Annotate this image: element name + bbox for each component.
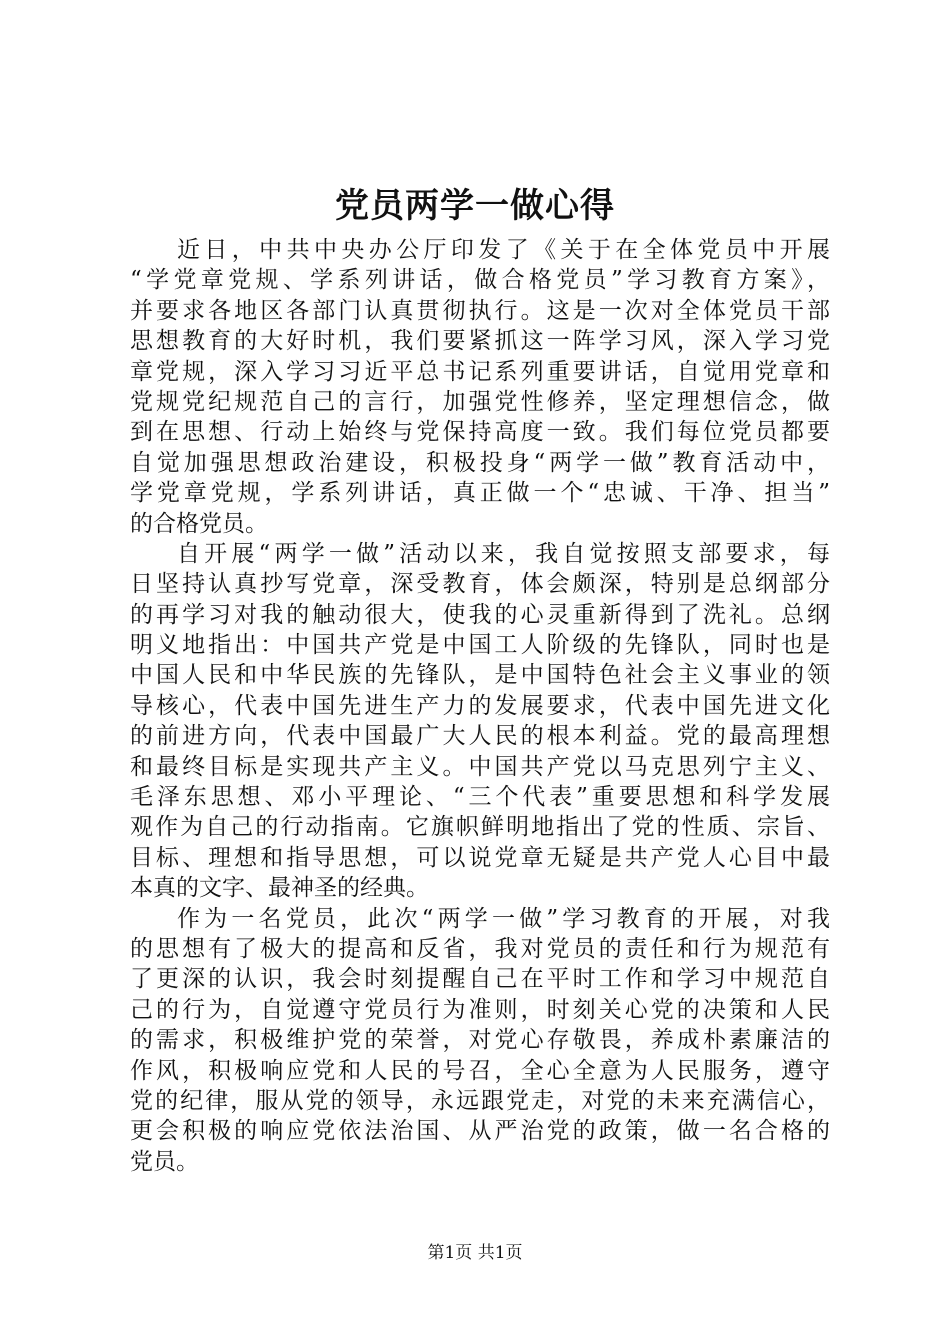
text-line: 观作为自己的行动指南。它旗帜鲜明地指出了党的性质、宗旨、: [130, 814, 830, 841]
text-line: 的前进方向，代表中国最广大人民的根本利益。党的最高理想: [130, 723, 830, 750]
text-line: 到在思想、行动上始终与党保持高度一致。我们每位党员都要: [130, 419, 830, 446]
text-line: 明义地指出：中国共产党是中国工人阶级的先锋队，同时也是: [130, 632, 830, 659]
text-line: “学党章党规、学系列讲话，做合格党员”学习教育方案》，: [130, 267, 830, 294]
text-line: 作为一名党员，此次“两学一做”学习教育的开展，对我: [177, 905, 830, 932]
text-line: 导核心，代表中国先进生产力的发展要求，代表中国先进文化: [130, 692, 830, 719]
text-line: 目标、理想和指导思想，可以说党章无疑是共产党人心目中最: [130, 844, 830, 871]
paragraph-1: [130, 235, 830, 539]
text-line: 的合格党员。: [130, 510, 268, 537]
text-line: 自开展“两学一做”活动以来，我自觉按照支部要求，每: [177, 540, 830, 567]
text-line: 的再学习对我的触动很大，使我的心灵重新得到了洗礼。总纲: [130, 601, 830, 628]
text-line: 章党规，深入学习习近平总书记系列重要讲话，自觉用党章和: [130, 358, 830, 385]
text-line: 本真的文字、最神圣的经典。: [130, 875, 429, 902]
text-line: 毛泽东思想、邓小平理论、“三个代表”重要思想和科学发展: [130, 784, 830, 811]
document-title: 党员两学一做心得: [335, 186, 615, 226]
text-line: 中国人民和中华民族的先锋队，是中国特色社会主义事业的领: [130, 662, 830, 689]
text-line: 自觉加强思想政治建设，积极投身“两学一做”教育活动中，: [130, 449, 830, 476]
text-line: 日坚持认真抄写党章，深受教育，体会颇深，特别是总纲部分: [130, 571, 830, 598]
text-line: 了更深的认识，我会时刻提醒自己在平时工作和学习中规范自: [130, 966, 830, 993]
document-body: [130, 235, 830, 1177]
paragraph-2: [130, 539, 830, 904]
paragraph-3: [130, 904, 830, 1178]
text-line: 更会积极的响应党依法治国、从严治党的政策，做一名合格的: [130, 1118, 830, 1145]
page-footer: 第1页 共1页: [427, 1243, 523, 1263]
text-line: 党员。: [130, 1148, 199, 1175]
text-line: 己的行为，自觉遵守党员行为准则，时刻关心党的决策和人民: [130, 996, 830, 1023]
text-line: 党的纪律，服从党的领导，永远跟党走，对党的未来充满信心，: [130, 1087, 830, 1114]
text-line: 和最终目标是实现共产主义。中国共产党以马克思列宁主义、: [130, 753, 830, 780]
text-line: 作风，积极响应党和人民的号召，全心全意为人民服务，遵守: [130, 1057, 830, 1084]
text-line: 学党章党规，学系列讲话，真正做一个“忠诚、干净、担当”: [130, 480, 830, 507]
text-line: 的需求，积极维护党的荣誉，对党心存敬畏，养成朴素廉洁的: [130, 1027, 830, 1054]
text-line: 党规党纪规范自己的言行，加强党性修养，坚定理想信念，做: [130, 388, 830, 415]
text-line: 并要求各地区各部门认真贯彻执行。这是一次对全体党员干部: [130, 297, 830, 324]
text-line: 的思想有了极大的提高和反省，我对党员的责任和行为规范有: [130, 935, 830, 962]
text-line: 近日，中共中央办公厅印发了《关于在全体党员中开展: [177, 237, 830, 263]
text-line: 思想教育的大好时机，我们要紧抓这一阵学习风，深入学习党: [130, 328, 830, 355]
